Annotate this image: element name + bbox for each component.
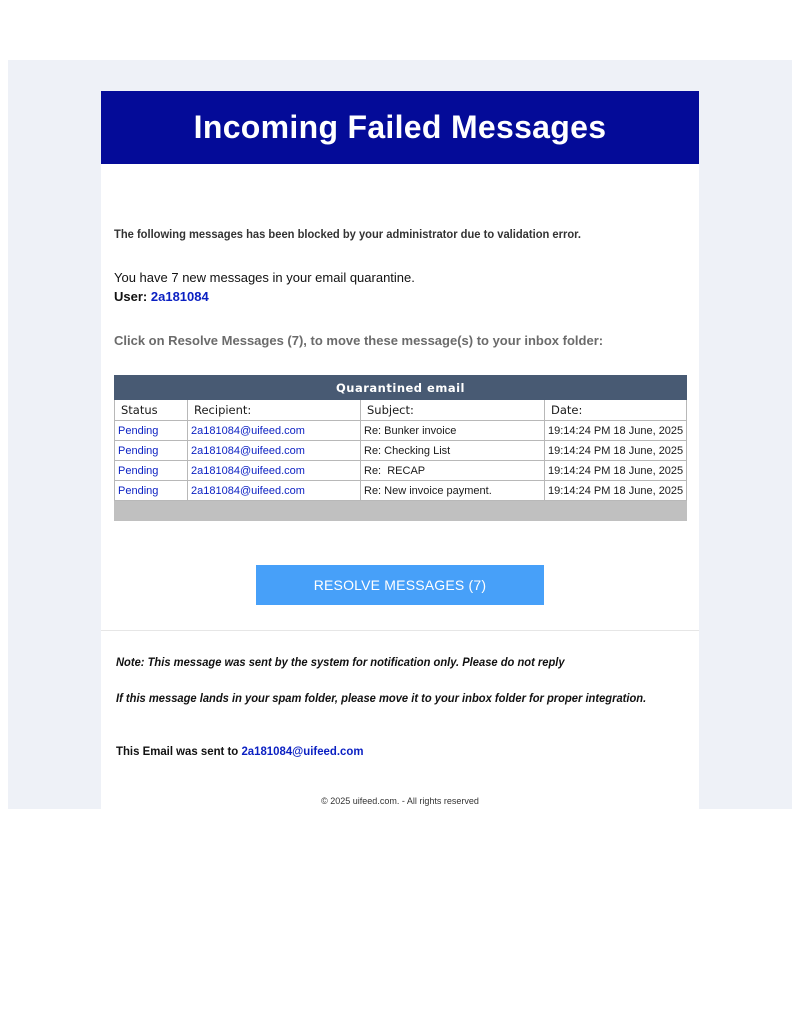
email-background	[8, 60, 792, 809]
date-cell: 19:14:24 PM 18 June, 2025	[545, 481, 687, 501]
recipient-cell[interactable]: 2a181084@uifeed.com	[188, 441, 361, 461]
subject-cell: Re: Bunker invoice	[361, 421, 545, 441]
column-header-status: Status	[115, 400, 188, 421]
table-row	[115, 441, 687, 461]
copyright-text: © 2025 uifeed.com. - All rights reserved	[321, 796, 479, 806]
sent-to-address[interactable]: 2a181084@uifeed.com	[241, 744, 364, 758]
spam-note-text: If this message lands in your spam folder, please move it to your inbox folder for proper integration.	[116, 691, 647, 705]
column-header-date: Date:	[545, 400, 687, 421]
recipient-cell[interactable]: 2a181084@uifeed.com	[188, 421, 361, 441]
table-header-row	[115, 400, 687, 421]
page-title: Incoming Failed Messages	[193, 109, 607, 145]
subject-cell: Re: New invoice payment.	[361, 481, 545, 501]
user-label: User:	[114, 289, 148, 304]
subject-cell: Re: RECAP	[361, 461, 545, 481]
user-line	[114, 289, 209, 304]
status-cell[interactable]: Pending	[115, 421, 188, 441]
status-cell[interactable]: Pending	[115, 461, 188, 481]
header-banner	[101, 91, 699, 164]
table-row	[115, 461, 687, 481]
recipient-cell[interactable]: 2a181084@uifeed.com	[188, 461, 361, 481]
divider	[101, 630, 699, 631]
table-footer-cell	[115, 501, 687, 521]
date-cell: 19:14:24 PM 18 June, 2025	[545, 441, 687, 461]
column-header-recipient: Recipient:	[188, 400, 361, 421]
table-footer-bar	[115, 501, 687, 521]
user-id: 2a181084	[150, 289, 209, 304]
note-text: Note: This message was sent by the system for notification only. Please do not reply	[116, 655, 565, 669]
quarantine-table	[114, 375, 687, 521]
subject-cell: Re: Checking List	[361, 441, 545, 461]
column-header-subject: Subject:	[361, 400, 545, 421]
intro-text: The following messages has been blocked by your administrator due to validation error.	[114, 227, 581, 241]
table-row	[115, 481, 687, 501]
email-card	[101, 91, 699, 809]
date-cell: 19:14:24 PM 18 June, 2025	[545, 421, 687, 441]
table-row	[115, 421, 687, 441]
sent-to-line	[116, 744, 363, 758]
instruction-text: Click on Resolve Messages (7), to move these message(s) to your inbox folder:	[114, 333, 604, 348]
resolve-messages-button[interactable]: RESOLVE MESSAGES (7)	[256, 565, 544, 605]
status-cell[interactable]: Pending	[115, 441, 188, 461]
date-cell: 19:14:24 PM 18 June, 2025	[545, 461, 687, 481]
quarantine-count-text: You have 7 new messages in your email quarantine.	[114, 270, 415, 285]
status-cell[interactable]: Pending	[115, 481, 188, 501]
table-caption: Quarantined email	[115, 376, 687, 400]
sent-to-prefix: This Email was sent to	[116, 744, 239, 758]
recipient-cell[interactable]: 2a181084@uifeed.com	[188, 481, 361, 501]
